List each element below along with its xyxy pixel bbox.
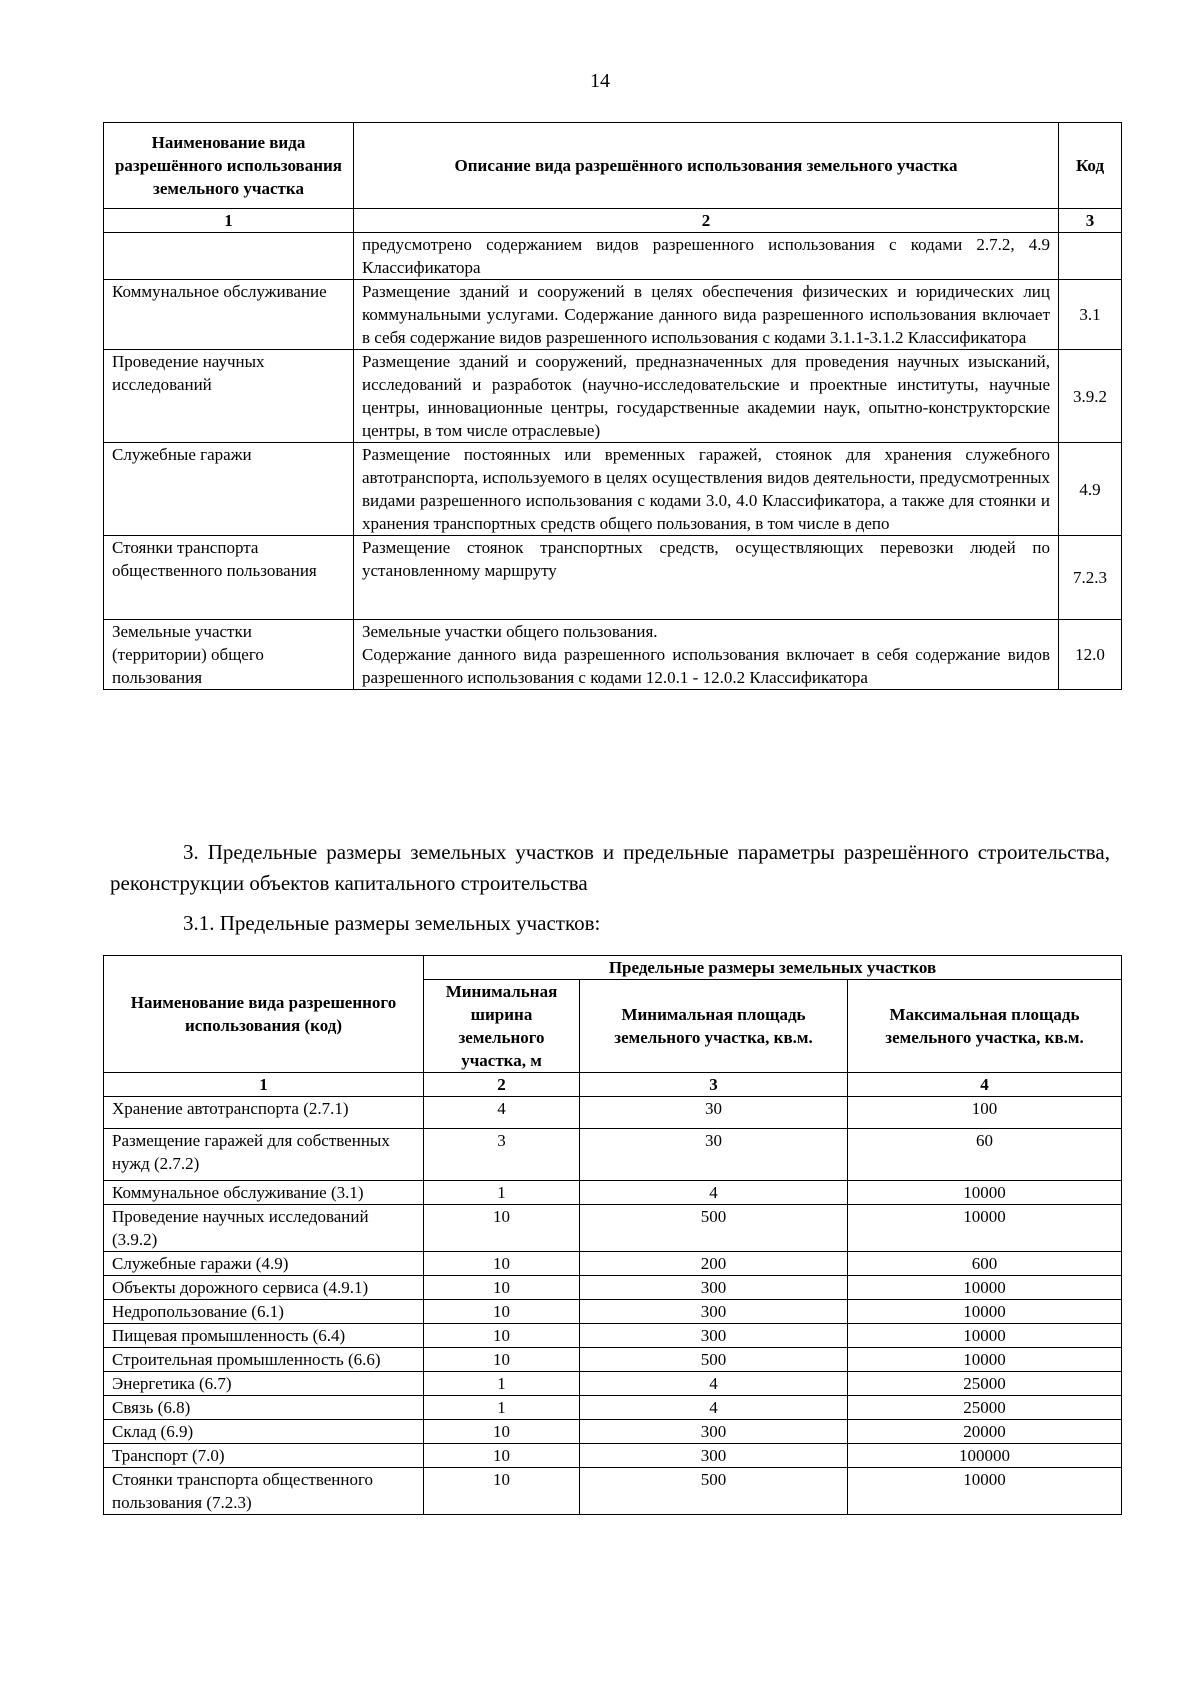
- min-width-value: 10: [424, 1348, 580, 1372]
- max-area-value: 10000: [848, 1300, 1122, 1324]
- min-width-value: 10: [424, 1444, 580, 1468]
- max-area-value: 10000: [848, 1181, 1122, 1205]
- header-group: Предельные размеры земельных участков: [424, 956, 1122, 980]
- description-text: Размещение зданий и сооружений, предназначенных для проведения научных изысканий, исследований и разработок (научно-исследовательские и проектные институты, научные центры, инновационные центры, государственные академии наук, опытно-конструкторские центры, в том числе отраслевые): [362, 352, 1050, 440]
- page-number: 14: [590, 70, 610, 92]
- land-use-name: Коммунальное обслуживание: [104, 280, 354, 350]
- column-number: 4: [848, 1073, 1122, 1097]
- description-text: Размещение зданий и сооружений в целях обеспечения физических и юридических лиц коммунальными услугами. Содержание данного вида разрешенного использования включает в себя содержание видов разрешенного использования с кодами 3.1.1-3.1.2 Классификатора: [362, 282, 1050, 347]
- land-use-code: 4.9: [1059, 443, 1122, 536]
- plot-size-limits-table: [103, 955, 1122, 1515]
- min-area-value: 500: [580, 1468, 848, 1515]
- column-number: 2: [424, 1073, 580, 1097]
- table-row: [104, 1468, 1122, 1515]
- table-row: [104, 1324, 1122, 1348]
- min-width-value: 10: [424, 1205, 580, 1252]
- max-area-value: 25000: [848, 1372, 1122, 1396]
- land-use-name: Недропользование (6.1): [104, 1300, 424, 1324]
- table-row: [104, 1097, 1122, 1129]
- max-area-value: 100000: [848, 1444, 1122, 1468]
- table-row: [104, 1252, 1122, 1276]
- land-use-description: [354, 280, 1059, 350]
- table-row: [104, 1181, 1122, 1205]
- min-width-value: 10: [424, 1420, 580, 1444]
- land-use-name: [104, 233, 354, 280]
- table-row: [104, 1420, 1122, 1444]
- min-width-value: 3: [424, 1129, 580, 1181]
- land-use-code: 3.1: [1059, 280, 1122, 350]
- land-use-types-table: [103, 122, 1122, 690]
- table-row: [104, 1348, 1122, 1372]
- max-area-value: 10000: [848, 1468, 1122, 1515]
- table-row: [104, 620, 1122, 690]
- land-use-name: Энергетика (6.7): [104, 1372, 424, 1396]
- header-code: Код: [1059, 123, 1122, 209]
- land-use-name: Объекты дорожного сервиса (4.9.1): [104, 1276, 424, 1300]
- min-area-value: 4: [580, 1396, 848, 1420]
- land-use-name: Служебные гаражи: [104, 443, 354, 536]
- max-area-value: 60: [848, 1129, 1122, 1181]
- land-use-description: [354, 536, 1059, 620]
- min-area-value: 30: [580, 1097, 848, 1129]
- land-use-name: Проведение научных исследований (3.9.2): [104, 1205, 424, 1252]
- max-area-value: 100: [848, 1097, 1122, 1129]
- header-min-area: Минимальная площадь земельного участка, кв.м.: [580, 980, 848, 1073]
- column-number: 1: [104, 1073, 424, 1097]
- min-width-value: 10: [424, 1252, 580, 1276]
- land-use-code: [1059, 233, 1122, 280]
- land-use-name: Проведение научных исследований: [104, 350, 354, 443]
- table-row: [104, 1300, 1122, 1324]
- max-area-value: 600: [848, 1252, 1122, 1276]
- min-width-value: 4: [424, 1097, 580, 1129]
- table-row: [104, 280, 1122, 350]
- section-3-heading: 3. Предельные размеры земельных участков и предельные параметры разрешённого строительства, реконструкции объектов капитального строительства: [110, 840, 1110, 895]
- description-text: Земельные участки общего пользования.: [362, 622, 658, 641]
- column-number: 1: [104, 209, 354, 233]
- land-use-code: 12.0: [1059, 620, 1122, 690]
- column-number: 3: [580, 1073, 848, 1097]
- land-use-description: [354, 350, 1059, 443]
- table-row: [104, 233, 1122, 280]
- table-row: [104, 1372, 1122, 1396]
- min-area-value: 300: [580, 1420, 848, 1444]
- column-number: 3: [1059, 209, 1122, 233]
- max-area-value: 20000: [848, 1420, 1122, 1444]
- min-width-value: 10: [424, 1276, 580, 1300]
- land-use-name: Пищевая промышленность (6.4): [104, 1324, 424, 1348]
- header-name: Наименование вида разрешенного использования (код): [104, 956, 424, 1073]
- land-use-name: Связь (6.8): [104, 1396, 424, 1420]
- min-width-value: 1: [424, 1396, 580, 1420]
- land-use-name: Стоянки транспорта общественного пользования: [104, 536, 354, 620]
- section-3-1-heading: 3.1. Предельные размеры земельных участков:: [183, 911, 601, 935]
- min-area-value: 500: [580, 1205, 848, 1252]
- max-area-value: 10000: [848, 1276, 1122, 1300]
- land-use-name: Транспорт (7.0): [104, 1444, 424, 1468]
- land-use-name: Хранение автотранспорта (2.7.1): [104, 1097, 424, 1129]
- min-area-value: 500: [580, 1348, 848, 1372]
- min-area-value: 300: [580, 1324, 848, 1348]
- table-row: [104, 1276, 1122, 1300]
- land-use-code: 3.9.2: [1059, 350, 1122, 443]
- min-area-value: 300: [580, 1444, 848, 1468]
- min-width-value: 10: [424, 1468, 580, 1515]
- min-area-value: 30: [580, 1129, 848, 1181]
- table-row: [104, 443, 1122, 536]
- min-area-value: 200: [580, 1252, 848, 1276]
- min-width-value: 10: [424, 1300, 580, 1324]
- land-use-code: 7.2.3: [1059, 536, 1122, 620]
- table-row: [104, 1129, 1122, 1181]
- max-area-value: 10000: [848, 1324, 1122, 1348]
- land-use-name: Служебные гаражи (4.9): [104, 1252, 424, 1276]
- min-area-value: 4: [580, 1181, 848, 1205]
- description-text: предусмотрено содержанием видов разрешенного использования с кодами 2.7.2, 4.9 Классификатора: [362, 235, 1050, 277]
- table-row: [104, 536, 1122, 620]
- description-text: Размещение стоянок транспортных средств, осуществляющих перевозки людей по установленному маршруту: [362, 538, 1050, 580]
- land-use-name: Стоянки транспорта общественного пользования (7.2.3): [104, 1468, 424, 1515]
- table-row: [104, 1205, 1122, 1252]
- land-use-description: [354, 620, 1059, 690]
- header-max-area: Максимальная площадь земельного участка, кв.м.: [848, 980, 1122, 1073]
- header-description: Описание вида разрешённого использования земельного участка: [354, 123, 1059, 209]
- max-area-value: 10000: [848, 1348, 1122, 1372]
- min-area-value: 300: [580, 1276, 848, 1300]
- min-width-value: 1: [424, 1181, 580, 1205]
- land-use-description: [354, 233, 1059, 280]
- land-use-name: Размещение гаражей для собственных нужд (2.7.2): [104, 1129, 424, 1181]
- max-area-value: 25000: [848, 1396, 1122, 1420]
- min-width-value: 1: [424, 1372, 580, 1396]
- description-text: Размещение постоянных или временных гаражей, стоянок для хранения служебного автотранспорта, используемого в целях осуществления видов деятельности, предусмотренных видами разрешенного использования с кодами 3.0, 4.0 Классификатора, а также для стоянки и хранения транспортных средств общего пользования, в том числе в депо: [362, 445, 1050, 533]
- land-use-name: Склад (6.9): [104, 1420, 424, 1444]
- land-use-name: Строительная промышленность (6.6): [104, 1348, 424, 1372]
- land-use-name: Земельные участки (территории) общего пользования: [104, 620, 354, 690]
- max-area-value: 10000: [848, 1205, 1122, 1252]
- table-row: [104, 350, 1122, 443]
- min-area-value: 300: [580, 1300, 848, 1324]
- min-width-value: 10: [424, 1324, 580, 1348]
- column-number: 2: [354, 209, 1059, 233]
- table-row: [104, 1444, 1122, 1468]
- land-use-description: [354, 443, 1059, 536]
- table-row: [104, 1396, 1122, 1420]
- description-text: Содержание данного вида разрешенного использования включает в себя содержание видов разрешенного использования с кодами 12.0.1 - 12.0.2 Классификатора: [362, 645, 1050, 687]
- land-use-name: Коммунальное обслуживание (3.1): [104, 1181, 424, 1205]
- min-area-value: 4: [580, 1372, 848, 1396]
- header-min-width: Минимальная ширина земельного участка, м: [424, 980, 580, 1073]
- header-name: Наименование вида разрешённого использования земельного участка: [104, 123, 354, 209]
